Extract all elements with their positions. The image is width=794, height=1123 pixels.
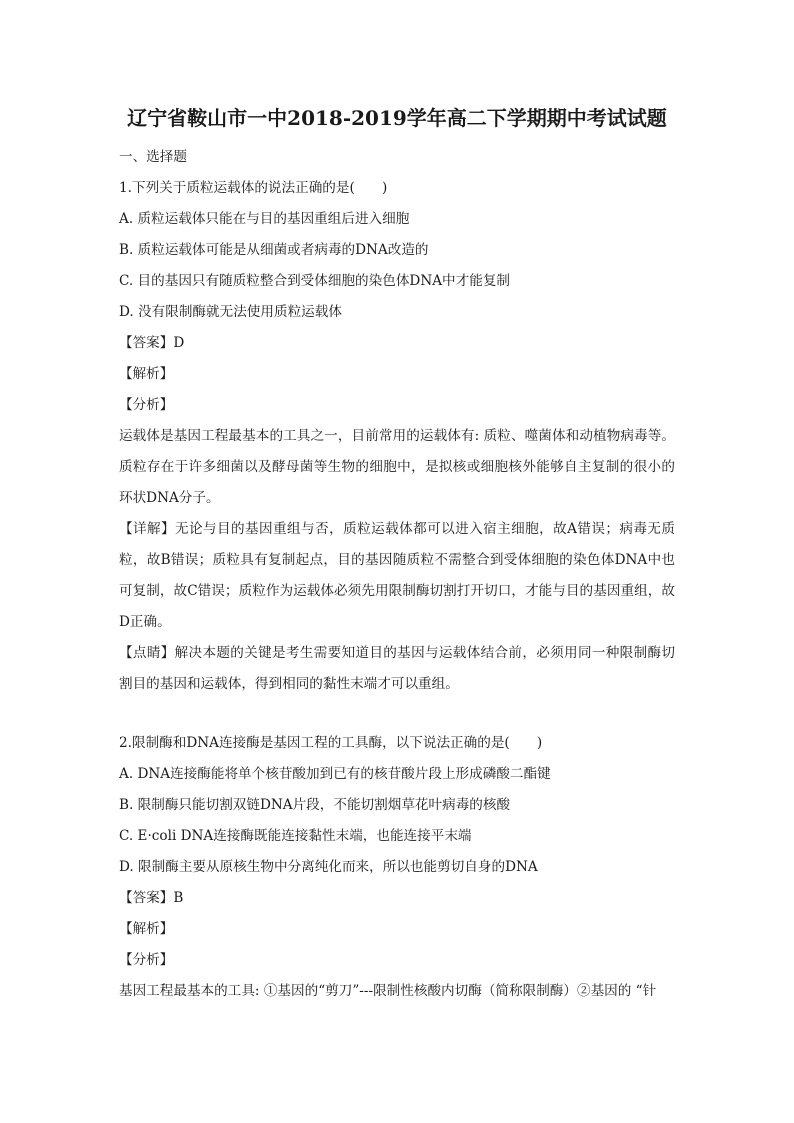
question-1-option-d: D. 没有限制酶就无法使用质粒运载体 [119,304,342,320]
question-2-stem: 2.限制酶和DNA连接酶是基因工程的工具酶，以下说法正确的是( ) [119,735,543,751]
question-2-option-d: D. 限制酶主要从原核生物中分离纯化而来，所以也能剪切自身的DNA [119,859,538,875]
question-1-fenxi-label: 【分析】 [119,397,174,413]
question-1-point-text: 【点睛】解决本题的关键是考生需要知道目的基因与运载体结合前，必须用同一种限制酶切割目的基因和运载体，得到相同的黏性末端才可以重组。 [119,645,675,692]
question-1-option-a: A. 质粒运载体只能在与目的基因重组后进入细胞 [119,211,410,227]
document-title: 辽宁省鞍山市一中2018-2019学年高二下学期期中考试试题 [127,106,667,130]
question-2-fenxi-label: 【分析】 [119,952,174,968]
question-2-option-a: A. DNA连接酶能将单个核苷酸加到已有的核苷酸片段上形成磷酸二酯键 [119,766,551,782]
question-spacer [119,700,675,728]
question-1-detail-text: 【详解】无论与目的基因重组与否，质粒运载体都可以进入宿主细胞，故A错误；病毒无质粒，故B错误；质粒具有复制起点，目的基因随质粒不需整合到受体细胞的染色体DNA中也可复制，故C错误；质粒作为运载体必须先用限制酶切割打开切口，才能与目的基因重组，故D正确。 [119,521,675,630]
question-1-stem: 1.下列关于质粒运载体的说法正确的是( ) [119,180,388,196]
question-2-fenxi-text: 基因工程最基本的工具: ①基因的“剪刀”---限制性核酸内切酶（简称限制酶）②基因的 “针 [119,983,657,999]
question-1-fenxi-text: 运载体是基因工程最基本的工具之一，目前常用的运载体有: 质粒、噬菌体和动植物病毒等。质粒存在于许多细菌以及酵母菌等生物的细胞中，是拟核或细胞核外能够自主复制的很小的环状DNA分子。 [119,428,675,506]
question-1-answer: 【答案】D [119,335,185,351]
section-heading: 一、选择题 [119,149,187,165]
question-1-analysis-label: 【解析】 [119,366,174,382]
question-1-option-b: B. 质粒运载体可能是从细菌或者病毒的DNA改造的 [119,242,429,258]
question-2-option-b: B. 限制酶只能切割双链DNA片段，不能切割烟草花叶病毒的核酸 [119,797,511,813]
question-2-option-c: C. E·coli DNA连接酶既能连接黏性末端，也能连接平末端 [119,828,472,844]
question-2-answer: 【答案】B [119,890,184,906]
question-2-analysis-label: 【解析】 [119,921,174,937]
question-1-option-c: C. 目的基因只有随质粒整合到受体细胞的染色体DNA中才能复制 [119,273,511,289]
